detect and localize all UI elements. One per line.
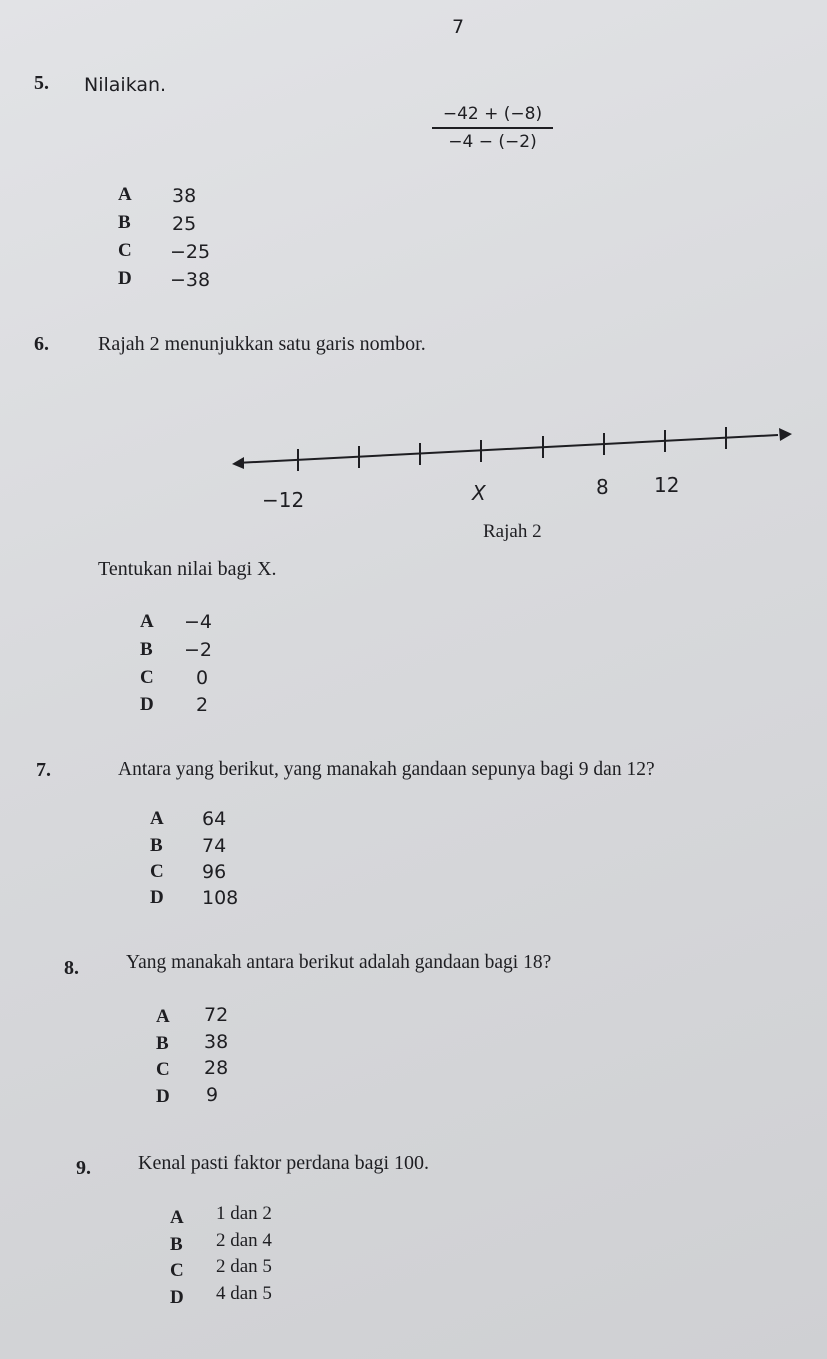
number-line-diagram [0,410,827,520]
q6-option-c-value: 0 [196,667,209,689]
q9-option-b-letter: B [170,1234,183,1255]
question-8-number: 8. [64,957,79,979]
left-arrowhead [232,457,244,469]
question-6-prompt: Tentukan nilai bagi X. [98,558,277,580]
question-9-number: 9. [76,1157,91,1179]
q8-option-a-letter: A [156,1006,170,1027]
q9-option-d-letter: D [170,1287,184,1308]
right-arrowhead [779,428,792,441]
q9-option-c-letter: C [170,1260,184,1281]
q7-option-c-letter: C [150,861,164,882]
question-8-text: Yang manakah antara berikut adalah gandaan bagi 18? [126,952,552,973]
question-5-number: 5. [34,72,49,94]
q6-option-d-letter: D [140,694,154,715]
question-5-fraction [430,104,555,152]
q7-option-c-value: 96 [202,861,227,883]
q5-option-a-value: 38 [172,185,197,207]
q8-option-b-value: 38 [204,1031,229,1053]
q6-option-b-value: −2 [184,639,213,661]
q8-option-c-letter: C [156,1059,170,1080]
number-line-label-minus-12: −12 [262,488,305,512]
q5-option-b-value: 25 [172,213,197,235]
number-line-label-x: X [472,481,486,505]
q5-option-b-letter: B [118,212,131,233]
q7-option-d-letter: D [150,887,164,908]
q5-option-c-letter: C [118,240,132,261]
q7-option-d-value: 108 [202,887,239,909]
number-line-axis [236,435,778,463]
q6-option-a-value: −4 [184,611,213,633]
q8-option-a-value: 72 [204,1004,229,1026]
q5-option-c-value: −25 [170,241,211,263]
q5-option-d-value: −38 [170,269,211,291]
question-7-text: Antara yang berikut, yang manakah gandaan sepunya bagi 9 dan 12? [118,759,655,780]
q5-option-d-letter: D [118,268,132,289]
page-number: 7 [452,16,465,38]
q8-option-d-value: 9 [206,1084,219,1106]
fraction-denominator: −4 − (−2) [448,131,537,152]
q7-option-a-value: 64 [202,808,227,830]
fraction-numerator: −42 + (−8) [442,104,543,124]
q6-option-a-letter: A [140,611,154,632]
q7-option-b-value: 74 [202,835,227,857]
q7-option-a-letter: A [150,808,164,829]
q8-option-c-value: 28 [204,1057,229,1079]
number-line-label-12: 12 [654,473,680,497]
q8-option-d-letter: D [156,1086,170,1107]
q9-option-c-value: 2 dan 5 [216,1256,272,1277]
q8-option-b-letter: B [156,1033,169,1054]
question-6-text: Rajah 2 menunjukkan satu garis nombor. [98,333,426,355]
q5-option-a-letter: A [118,184,132,205]
figure-caption: Rajah 2 [483,521,542,542]
q9-option-a-letter: A [170,1207,184,1228]
q7-option-b-letter: B [150,835,163,856]
q9-option-b-value: 2 dan 4 [216,1230,272,1251]
q6-option-d-value: 2 [196,694,209,716]
question-9-text: Kenal pasti faktor perdana bagi 100. [138,1152,430,1174]
question-7-number: 7. [36,759,51,781]
q9-option-a-value: 1 dan 2 [216,1203,272,1224]
question-6-number: 6. [34,333,49,355]
question-5-text: Nilaikan. [84,74,167,96]
number-line-label-8: 8 [596,475,609,499]
q6-option-b-letter: B [140,639,153,660]
q6-option-c-letter: C [140,667,154,688]
q9-option-d-value: 4 dan 5 [216,1283,272,1304]
